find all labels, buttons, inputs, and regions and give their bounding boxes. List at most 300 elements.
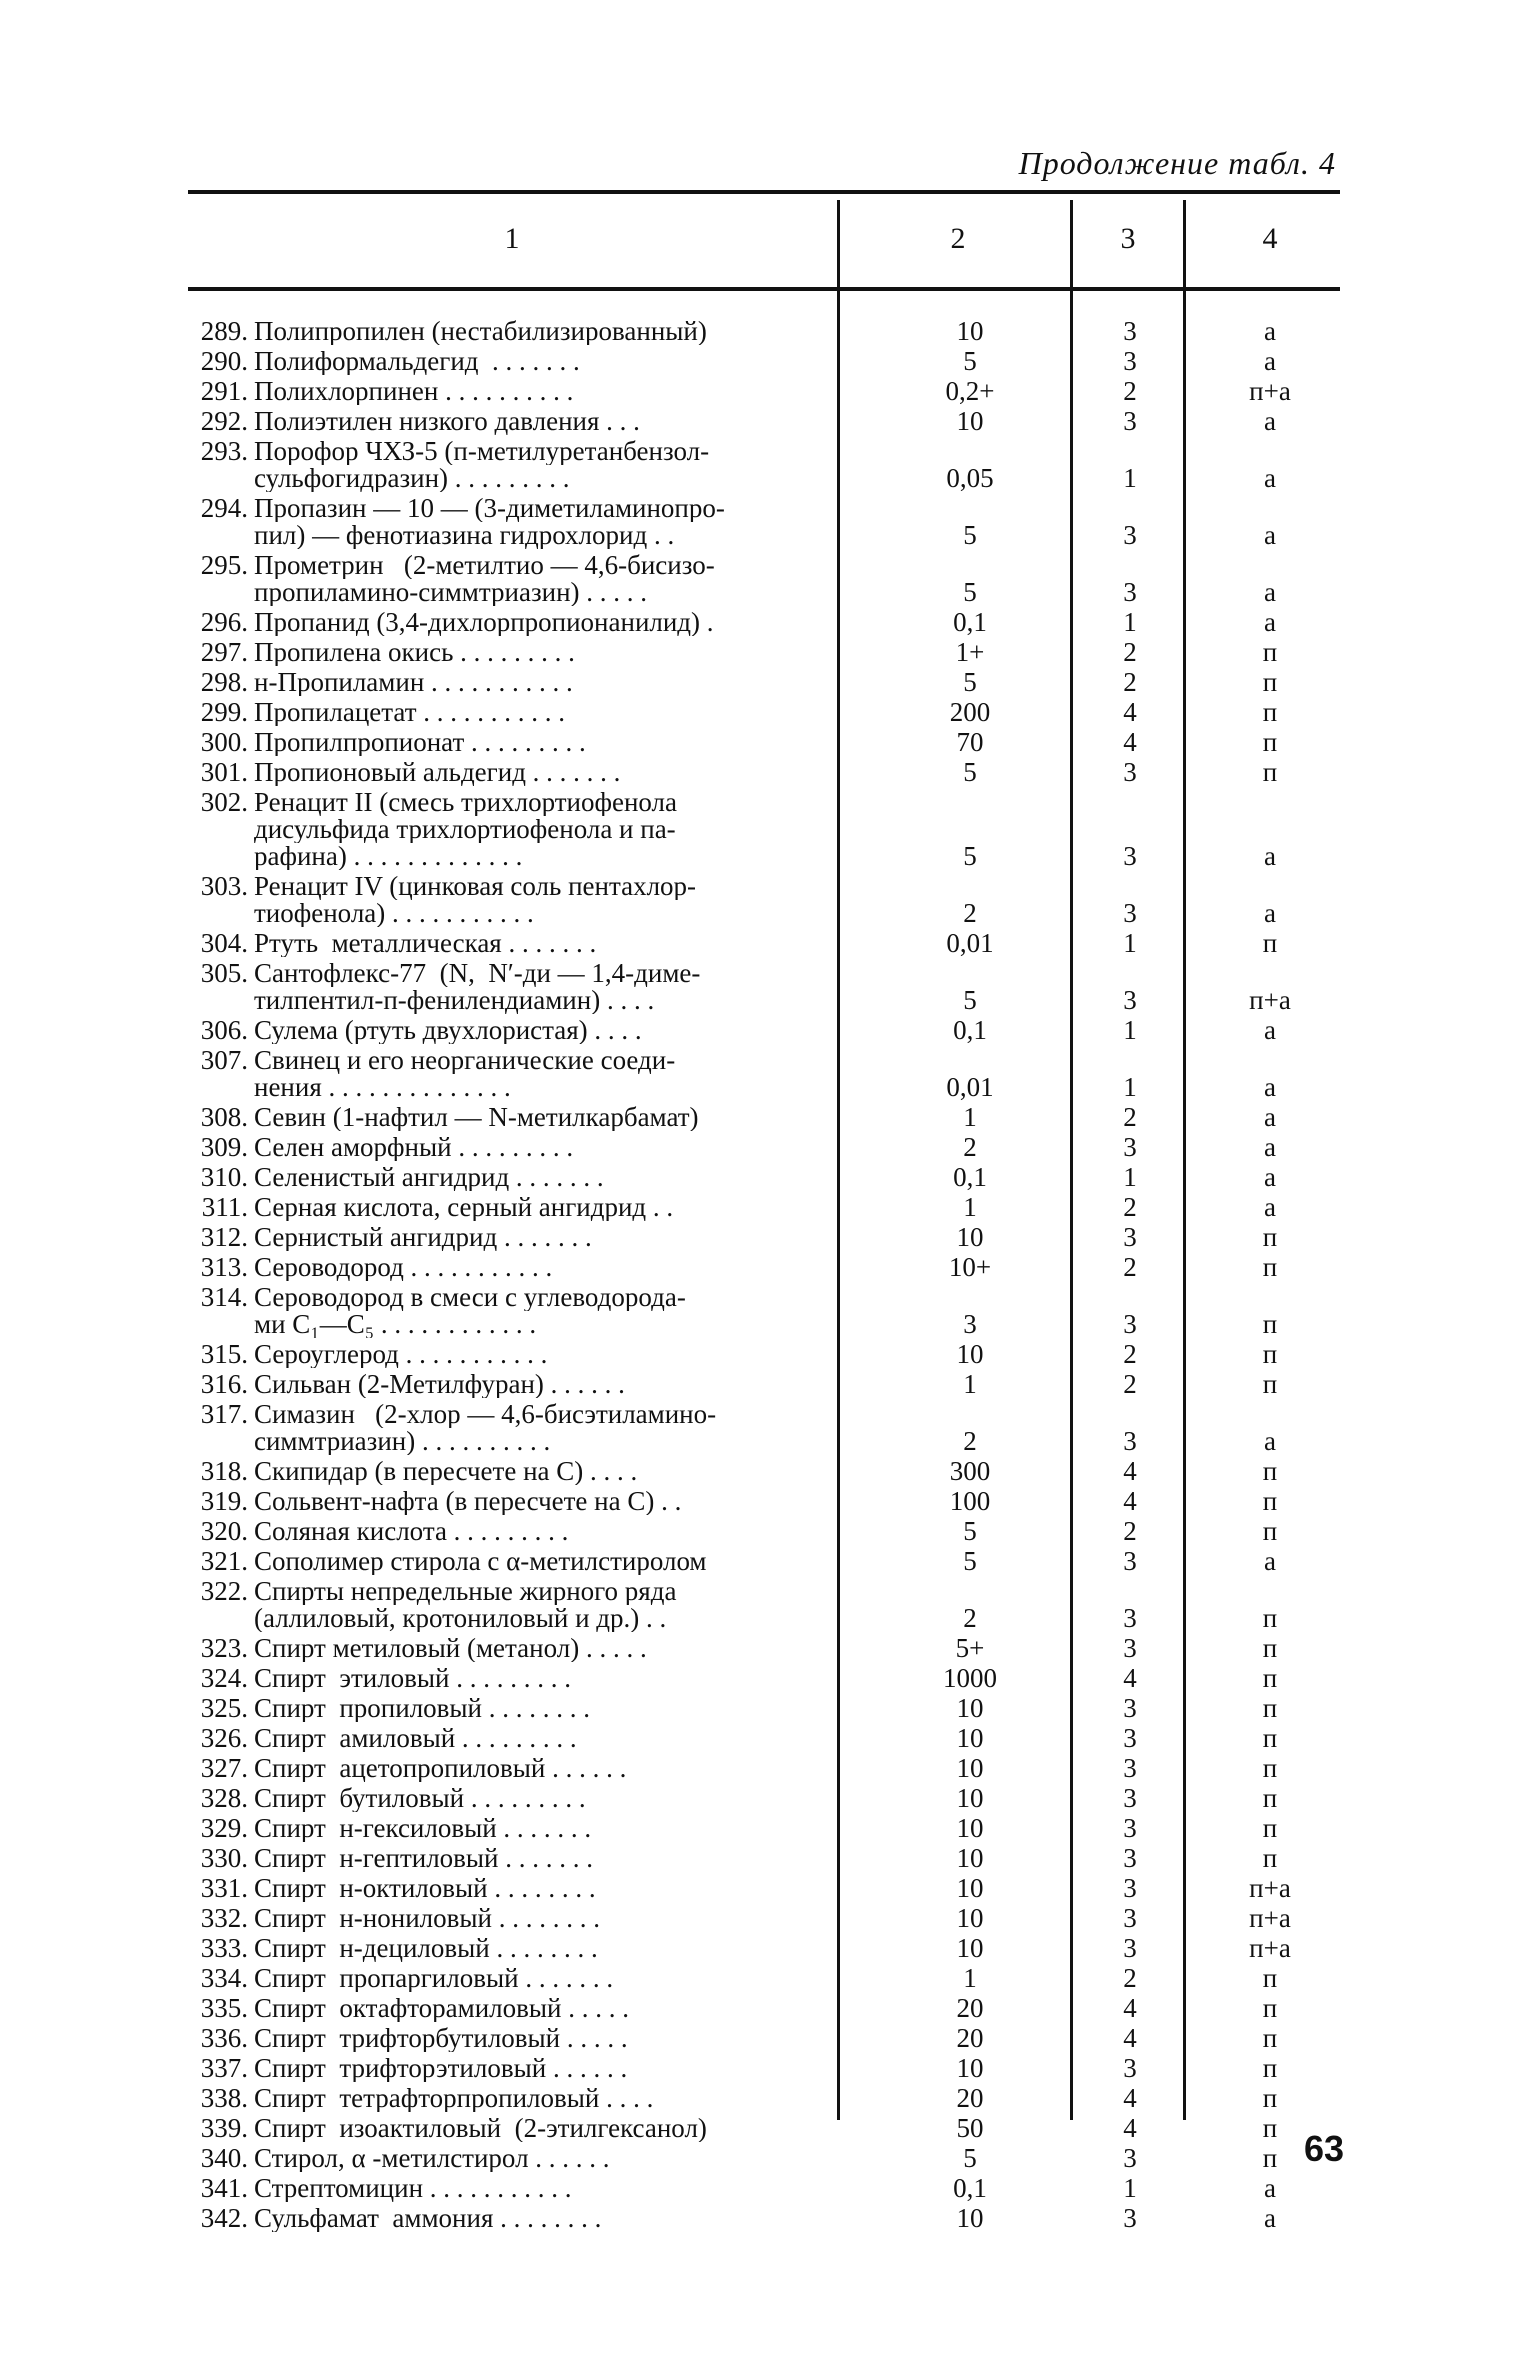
substance-name bbox=[254, 1164, 814, 1191]
substance-name-line: Спирт этиловый . . . . . . . . . bbox=[254, 1665, 571, 1692]
value-col2: 2 bbox=[963, 898, 977, 928]
substance-name bbox=[254, 2025, 814, 2052]
row-number: 321. bbox=[200, 1546, 248, 1576]
value-col2: 2 bbox=[963, 1426, 977, 1456]
value-col3: 3 bbox=[1123, 1132, 1137, 1162]
row-number: 339. bbox=[200, 2113, 248, 2143]
substance-name-line: дисульфида трихлортиофенола и па- bbox=[254, 816, 676, 843]
row-number: 337. bbox=[200, 2053, 248, 2083]
substance-name-line: Ренацит II (смесь трихлортиофенола bbox=[254, 789, 677, 816]
substance-name-line: Селен аморфный . . . . . . . . . bbox=[254, 1134, 574, 1161]
substance-name-line: Пропазин — 10 — (3-диметиламинопро- bbox=[254, 495, 725, 522]
substance-name-line: Севин (1-нафтил — N-метилкарбамат) bbox=[254, 1104, 699, 1131]
substance-name bbox=[254, 408, 814, 435]
substance-name-line: Прометрин (2-метилтио — 4,6-бисизо- bbox=[254, 552, 715, 579]
value-col4: п bbox=[1262, 1813, 1278, 1843]
substance-name-line: Спирт н-гептиловый . . . . . . . bbox=[254, 1845, 594, 1872]
value-col4: п bbox=[1262, 697, 1278, 727]
value-col2: 10 bbox=[956, 2053, 984, 2083]
value-col4: п bbox=[1262, 1963, 1278, 1993]
substance-name-line: Пропанид (3,4-дихлорпропионанилид) . bbox=[254, 609, 714, 636]
value-col2: 50 bbox=[956, 2113, 984, 2143]
substance-name bbox=[254, 729, 814, 756]
substance-name bbox=[254, 1578, 814, 1632]
value-col3: 3 bbox=[1123, 406, 1137, 436]
row-number: 342. bbox=[200, 2203, 248, 2233]
row-number: 327. bbox=[200, 1753, 248, 1783]
substance-name-line: Сероводород . . . . . . . . . . . bbox=[254, 1254, 553, 1281]
substance-name bbox=[254, 1665, 814, 1692]
value-col2: 5 bbox=[963, 1516, 977, 1546]
value-col3: 3 bbox=[1123, 1546, 1137, 1576]
substance-name bbox=[254, 1518, 814, 1545]
value-col4: п bbox=[1262, 1309, 1278, 1339]
substance-name bbox=[254, 1047, 814, 1101]
substance-name-line: пропиламино-симмтриазин) . . . . . bbox=[254, 579, 648, 606]
substance-name bbox=[254, 1488, 814, 1515]
row-number: 338. bbox=[200, 2083, 248, 2113]
substance-name-line: Ртуть металлическая . . . . . . . bbox=[254, 930, 597, 957]
value-col3: 2 bbox=[1123, 667, 1137, 697]
row-number: 294. bbox=[200, 493, 248, 523]
value-col2: 10 bbox=[956, 1753, 984, 1783]
substance-name bbox=[254, 2145, 814, 2172]
substance-name-line: Спирт н-гексиловый . . . . . . . bbox=[254, 1815, 592, 1842]
value-col2: 200 bbox=[949, 697, 991, 727]
value-col4: а bbox=[1264, 898, 1276, 928]
substance-name-line: Стирол, α -метилстирол . . . . . . bbox=[254, 2145, 610, 2172]
column-header-4: 4 bbox=[1262, 222, 1278, 255]
table-header-rule bbox=[188, 287, 1340, 291]
value-col2: 5 bbox=[963, 841, 977, 871]
value-col4: а bbox=[1264, 1132, 1276, 1162]
row-number: 297. bbox=[200, 637, 248, 667]
value-col2: 0,01 bbox=[946, 1072, 994, 1102]
value-col4: а bbox=[1264, 2203, 1276, 2233]
row-number: 301. bbox=[200, 757, 248, 787]
value-col3: 4 bbox=[1123, 1486, 1137, 1516]
row-number: 309. bbox=[200, 1132, 248, 1162]
row-number: 305. bbox=[200, 958, 248, 988]
value-col2: 1 bbox=[963, 1369, 977, 1399]
column-header-1: 1 bbox=[504, 222, 520, 255]
row-number: 318. bbox=[200, 1456, 248, 1486]
value-col2: 10 bbox=[956, 1783, 984, 1813]
column-header-2: 2 bbox=[950, 222, 966, 255]
substance-name-line: Спирт трифторэтиловый . . . . . . bbox=[254, 2055, 628, 2082]
row-number: 341. bbox=[200, 2173, 248, 2203]
substance-name bbox=[254, 789, 814, 870]
column-divider-2 bbox=[1070, 200, 1073, 2120]
value-col2: 1+ bbox=[955, 637, 985, 667]
value-col3: 3 bbox=[1123, 1903, 1137, 1933]
value-col4: п bbox=[1262, 1693, 1278, 1723]
row-number: 333. bbox=[200, 1933, 248, 1963]
value-col4: а bbox=[1264, 1162, 1276, 1192]
value-col4: п bbox=[1262, 2083, 1278, 2113]
value-col2: 5 bbox=[963, 346, 977, 376]
value-col4: п+а bbox=[1249, 1903, 1291, 1933]
substance-name bbox=[254, 759, 814, 786]
value-col3: 3 bbox=[1123, 316, 1137, 346]
substance-name bbox=[254, 639, 814, 666]
substance-name bbox=[254, 1995, 814, 2022]
row-number: 325. bbox=[200, 1693, 248, 1723]
value-col4: п+а bbox=[1249, 1873, 1291, 1903]
row-number: 322. bbox=[200, 1576, 248, 1606]
substance-name-line: Спирт изоактиловый (2-этилгексанол) bbox=[254, 2115, 707, 2142]
substance-name-line: Сероуглерод . . . . . . . . . . . bbox=[254, 1341, 548, 1368]
value-col2: 1 bbox=[963, 1192, 977, 1222]
substance-name-line: Спирт октафторамиловый . . . . . bbox=[254, 1995, 629, 2022]
substance-name-line: Соляная кислота . . . . . . . . . bbox=[254, 1518, 569, 1545]
substance-name-line: Сульфамат аммония . . . . . . . . bbox=[254, 2205, 602, 2232]
substance-name-line: Полиформальдегид . . . . . . . bbox=[254, 348, 580, 375]
value-col3: 3 bbox=[1123, 1873, 1137, 1903]
value-col2: 5 bbox=[963, 1546, 977, 1576]
substance-name bbox=[254, 1875, 814, 1902]
value-col3: 1 bbox=[1123, 928, 1137, 958]
row-number: 304. bbox=[200, 928, 248, 958]
value-col4: п bbox=[1262, 1633, 1278, 1663]
value-col4: а bbox=[1264, 316, 1276, 346]
substance-name bbox=[254, 1017, 814, 1044]
value-col2: 1000 bbox=[943, 1663, 997, 1693]
value-col3: 3 bbox=[1123, 1783, 1137, 1813]
substance-name bbox=[254, 1401, 814, 1455]
value-col2: 10 bbox=[956, 1222, 984, 1252]
substance-name-line: Сополимер стирола с α-метилстиролом bbox=[254, 1548, 707, 1575]
value-col4: а bbox=[1264, 1192, 1276, 1222]
substance-name-line: Стрептомицин . . . . . . . . . . . bbox=[254, 2175, 572, 2202]
value-col3: 3 bbox=[1123, 1813, 1137, 1843]
substance-name-line: Пропилена окись . . . . . . . . . bbox=[254, 639, 575, 666]
substance-name bbox=[254, 1935, 814, 1962]
row-number: 310. bbox=[200, 1162, 248, 1192]
substance-name bbox=[254, 2205, 814, 2232]
row-number: 314. bbox=[200, 1282, 248, 1312]
value-col2: 10 bbox=[956, 1723, 984, 1753]
substance-name bbox=[254, 1458, 814, 1485]
row-number: 313. bbox=[200, 1252, 248, 1282]
row-number: 334. bbox=[200, 1963, 248, 1993]
value-col3: 4 bbox=[1123, 1663, 1137, 1693]
value-col3: 2 bbox=[1123, 1252, 1137, 1282]
substance-name-line: Сернистый ангидрид . . . . . . . bbox=[254, 1224, 592, 1251]
substance-name-line: Спирт пропиловый . . . . . . . . bbox=[254, 1695, 591, 1722]
value-col2: 2 bbox=[963, 1603, 977, 1633]
value-col4: п bbox=[1262, 2113, 1278, 2143]
row-number: 308. bbox=[200, 1102, 248, 1132]
value-col3: 4 bbox=[1123, 2083, 1137, 2113]
value-col4: п bbox=[1262, 2143, 1278, 2173]
value-col4: п bbox=[1262, 637, 1278, 667]
row-number: 293. bbox=[200, 436, 248, 466]
substance-name bbox=[254, 699, 814, 726]
row-number: 326. bbox=[200, 1723, 248, 1753]
row-number: 299. bbox=[200, 697, 248, 727]
row-number: 336. bbox=[200, 2023, 248, 2053]
row-number: 303. bbox=[200, 871, 248, 901]
substance-name-line: (аллиловый, кротониловый и др.) . . bbox=[254, 1605, 667, 1632]
row-number: 312. bbox=[200, 1222, 248, 1252]
substance-name bbox=[254, 1371, 814, 1398]
substance-name bbox=[254, 1725, 814, 1752]
value-col2: 300 bbox=[949, 1456, 991, 1486]
value-col2: 0,1 bbox=[953, 1015, 987, 1045]
substance-name-line: Симазин (2-хлор — 4,6-бисэтиламино- bbox=[254, 1401, 717, 1428]
substance-name-line: сульфогидразин) . . . . . . . . . bbox=[254, 465, 570, 492]
value-col3: 4 bbox=[1123, 2023, 1137, 2053]
substance-name-line: ми C₁—C₅ . . . . . . . . . . . . bbox=[254, 1311, 537, 1338]
row-number: 340. bbox=[200, 2143, 248, 2173]
value-col3: 3 bbox=[1123, 1693, 1137, 1723]
substance-name bbox=[254, 1284, 814, 1338]
value-col2: 10 bbox=[956, 1813, 984, 1843]
value-col2: 20 bbox=[956, 2023, 984, 2053]
value-col4: п+а bbox=[1249, 985, 1291, 1015]
value-col2: 5+ bbox=[955, 1633, 985, 1663]
value-col3: 3 bbox=[1123, 346, 1137, 376]
substance-name bbox=[254, 669, 814, 696]
substance-name-line: нения . . . . . . . . . . . . . . bbox=[254, 1074, 511, 1101]
substance-name bbox=[254, 318, 814, 345]
substance-name-line: Спирт трифторбутиловый . . . . . bbox=[254, 2025, 628, 2052]
row-number: 296. bbox=[200, 607, 248, 637]
value-col3: 2 bbox=[1123, 1963, 1137, 1993]
value-col3: 3 bbox=[1123, 1753, 1137, 1783]
substance-name bbox=[254, 378, 814, 405]
value-col4: п+а bbox=[1249, 376, 1291, 406]
substance-name-line: Спирт метиловый (метанол) . . . . . bbox=[254, 1635, 647, 1662]
value-col3: 3 bbox=[1123, 520, 1137, 550]
substance-name-line: Спирт н-дециловый . . . . . . . . bbox=[254, 1935, 598, 1962]
substance-name-line: Серная кислота, серный ангидрид . . bbox=[254, 1194, 674, 1221]
substance-name bbox=[254, 873, 814, 927]
value-col4: п bbox=[1262, 1723, 1278, 1753]
value-col4: а bbox=[1264, 1546, 1276, 1576]
value-col2: 1 bbox=[963, 1102, 977, 1132]
value-col4: а bbox=[1264, 577, 1276, 607]
row-number: 292. bbox=[200, 406, 248, 436]
value-col4: п bbox=[1262, 667, 1278, 697]
value-col3: 2 bbox=[1123, 1516, 1137, 1546]
substance-name bbox=[254, 2175, 814, 2202]
value-col2: 10 bbox=[956, 406, 984, 436]
value-col2: 70 bbox=[956, 727, 984, 757]
substance-name-line: Свинец и его неорганические соеди- bbox=[254, 1047, 676, 1074]
value-col2: 5 bbox=[963, 520, 977, 550]
value-col2: 5 bbox=[963, 985, 977, 1015]
row-number: 311. bbox=[201, 1192, 248, 1222]
value-col2: 2 bbox=[963, 1132, 977, 1162]
value-col3: 3 bbox=[1123, 1222, 1137, 1252]
value-col4: а bbox=[1264, 1072, 1276, 1102]
value-col3: 2 bbox=[1123, 1369, 1137, 1399]
substance-name-line: Спирт тетрафторпропиловый . . . . bbox=[254, 2085, 654, 2112]
substance-name bbox=[254, 1254, 814, 1281]
table-continuation-caption: Продолжение табл. 4 bbox=[1018, 145, 1336, 181]
value-col3: 4 bbox=[1123, 1993, 1137, 2023]
value-col2: 5 bbox=[963, 757, 977, 787]
substance-name bbox=[254, 2055, 814, 2082]
substance-name-line: тилпентил-п-фенилендиамин) . . . . bbox=[254, 987, 655, 1014]
substance-name bbox=[254, 495, 814, 549]
value-col2: 100 bbox=[949, 1486, 991, 1516]
value-col3: 2 bbox=[1123, 637, 1137, 667]
value-col3: 1 bbox=[1123, 1162, 1137, 1192]
substance-name-line: пил) — фенотиазина гидрохлорид . . bbox=[254, 522, 675, 549]
substance-name-line: Сольвент-нафта (в пересчете на С) . . bbox=[254, 1488, 682, 1515]
value-col3: 3 bbox=[1123, 757, 1137, 787]
row-number: 316. bbox=[200, 1369, 248, 1399]
substance-name-line: Спирт н-нониловый . . . . . . . . bbox=[254, 1905, 600, 1932]
value-col4: п bbox=[1262, 2053, 1278, 2083]
value-col2: 0,01 bbox=[946, 928, 994, 958]
value-col4: п bbox=[1262, 1252, 1278, 1282]
value-col4: п bbox=[1262, 1369, 1278, 1399]
substance-name-line: Пропионовый альдегид . . . . . . . bbox=[254, 759, 621, 786]
substance-name-line: Спирт бутиловый . . . . . . . . . bbox=[254, 1785, 586, 1812]
substance-name bbox=[254, 1965, 814, 1992]
value-col4: а bbox=[1264, 520, 1276, 550]
substance-name-line: Спирт ацетопропиловый . . . . . . bbox=[254, 1755, 627, 1782]
substance-name-line: рафина) . . . . . . . . . . . . . bbox=[254, 843, 523, 870]
substance-name bbox=[254, 1755, 814, 1782]
substance-name-line: Спирт пропаргиловый . . . . . . . bbox=[254, 1965, 614, 1992]
value-col3: 3 bbox=[1123, 577, 1137, 607]
row-number: 335. bbox=[200, 1993, 248, 2023]
substance-name bbox=[254, 1548, 814, 1575]
value-col2: 10 bbox=[956, 2203, 984, 2233]
value-col3: 1 bbox=[1123, 2173, 1137, 2203]
row-number: 298. bbox=[200, 667, 248, 697]
substance-name-line: Сулема (ртуть двухлористая) . . . . bbox=[254, 1017, 642, 1044]
value-col4: п bbox=[1262, 1603, 1278, 1633]
row-number: 319. bbox=[200, 1486, 248, 1516]
value-col3: 4 bbox=[1123, 727, 1137, 757]
value-col3: 4 bbox=[1123, 697, 1137, 727]
row-number: 323. bbox=[200, 1633, 248, 1663]
row-number: 330. bbox=[200, 1843, 248, 1873]
substance-name-line: симмтриазин) . . . . . . . . . . bbox=[254, 1428, 551, 1455]
value-col3: 4 bbox=[1123, 1456, 1137, 1486]
value-col2: 3 bbox=[963, 1309, 977, 1339]
value-col4: п bbox=[1262, 1753, 1278, 1783]
substance-name-line: Сильван (2-Метилфуран) . . . . . . bbox=[254, 1371, 625, 1398]
substance-name bbox=[254, 1695, 814, 1722]
value-col4: п bbox=[1262, 1783, 1278, 1813]
substance-name bbox=[254, 1341, 814, 1368]
substance-name-line: Скипидар (в пересчете на С) . . . . bbox=[254, 1458, 638, 1485]
value-col4: п bbox=[1262, 1456, 1278, 1486]
substance-name-line: Пропилпропионат . . . . . . . . . bbox=[254, 729, 586, 756]
substance-name bbox=[254, 552, 814, 606]
row-number: 289. bbox=[200, 316, 248, 346]
substance-name-line: н-Пропиламин . . . . . . . . . . . bbox=[254, 669, 573, 696]
value-col4: п bbox=[1262, 1663, 1278, 1693]
substance-name-line: Пропилацетат . . . . . . . . . . . bbox=[254, 699, 566, 726]
value-col2: 10+ bbox=[948, 1252, 992, 1282]
substance-name-line: Сантофлекс-77 (N, N′-ди — 1,4-диме- bbox=[254, 960, 701, 987]
value-col3: 1 bbox=[1123, 1072, 1137, 1102]
value-col3: 2 bbox=[1123, 376, 1137, 406]
substance-name-line: Селенистый ангидрид . . . . . . . bbox=[254, 1164, 604, 1191]
value-col3: 3 bbox=[1123, 2203, 1137, 2233]
value-col2: 0,1 bbox=[953, 607, 987, 637]
value-col2: 5 bbox=[963, 667, 977, 697]
value-col4: п bbox=[1262, 727, 1278, 757]
value-col3: 1 bbox=[1123, 463, 1137, 493]
value-col3: 1 bbox=[1123, 607, 1137, 637]
row-number: 317. bbox=[200, 1399, 248, 1429]
value-col2: 10 bbox=[956, 1339, 984, 1369]
row-number: 329. bbox=[200, 1813, 248, 1843]
substance-name bbox=[254, 930, 814, 957]
value-col4: а bbox=[1264, 2173, 1276, 2203]
substance-name bbox=[254, 438, 814, 492]
value-col3: 3 bbox=[1123, 1633, 1137, 1663]
value-col4: п bbox=[1262, 2023, 1278, 2053]
value-col2: 5 bbox=[963, 2143, 977, 2173]
value-col4: а bbox=[1264, 346, 1276, 376]
substance-name-line: Спирт амиловый . . . . . . . . . bbox=[254, 1725, 577, 1752]
column-divider-1 bbox=[837, 200, 840, 2120]
value-col4: п bbox=[1262, 1843, 1278, 1873]
substance-name-line: Ренацит IV (цинковая соль пентахлор- bbox=[254, 873, 697, 900]
value-col3: 2 bbox=[1123, 1339, 1137, 1369]
value-col2: 20 bbox=[956, 1993, 984, 2023]
row-number: 306. bbox=[200, 1015, 248, 1045]
substance-name-line: Сероводород в смеси с углеводорода- bbox=[254, 1284, 686, 1311]
value-col4: п bbox=[1262, 757, 1278, 787]
substance-name bbox=[254, 1845, 814, 1872]
value-col2: 10 bbox=[956, 1693, 984, 1723]
value-col3: 2 bbox=[1123, 1102, 1137, 1132]
row-number: 307. bbox=[200, 1045, 248, 1075]
value-col4: а bbox=[1264, 1426, 1276, 1456]
value-col2: 10 bbox=[956, 1873, 984, 1903]
value-col3: 1 bbox=[1123, 1015, 1137, 1045]
substance-name bbox=[254, 2115, 814, 2142]
value-col3: 3 bbox=[1123, 898, 1137, 928]
value-col2: 0,1 bbox=[953, 2173, 987, 2203]
value-col3: 3 bbox=[1123, 1843, 1137, 1873]
substance-name-line: Спирт н-октиловый . . . . . . . . bbox=[254, 1875, 596, 1902]
table-top-rule bbox=[188, 190, 1340, 194]
value-col4: п bbox=[1262, 1339, 1278, 1369]
substance-name-line: Спирты непредельные жирного ряда bbox=[254, 1578, 677, 1605]
value-col2: 5 bbox=[963, 577, 977, 607]
row-number: 320. bbox=[200, 1516, 248, 1546]
substance-name-line: Полипропилен (нестабилизированный) bbox=[254, 318, 707, 345]
row-number: 328. bbox=[200, 1783, 248, 1813]
substance-name bbox=[254, 1815, 814, 1842]
substance-name bbox=[254, 1104, 814, 1131]
value-col3: 3 bbox=[1123, 1723, 1137, 1753]
value-col4: п bbox=[1262, 928, 1278, 958]
value-col3: 3 bbox=[1123, 2143, 1137, 2173]
substance-name bbox=[254, 1785, 814, 1812]
value-col3: 3 bbox=[1123, 2053, 1137, 2083]
value-col2: 0,05 bbox=[946, 463, 994, 493]
value-col3: 2 bbox=[1123, 1192, 1137, 1222]
value-col3: 3 bbox=[1123, 1309, 1137, 1339]
value-col4: п+а bbox=[1249, 1933, 1291, 1963]
value-col3: 4 bbox=[1123, 2113, 1137, 2143]
row-number: 291. bbox=[200, 376, 248, 406]
value-col4: п bbox=[1262, 1993, 1278, 2023]
